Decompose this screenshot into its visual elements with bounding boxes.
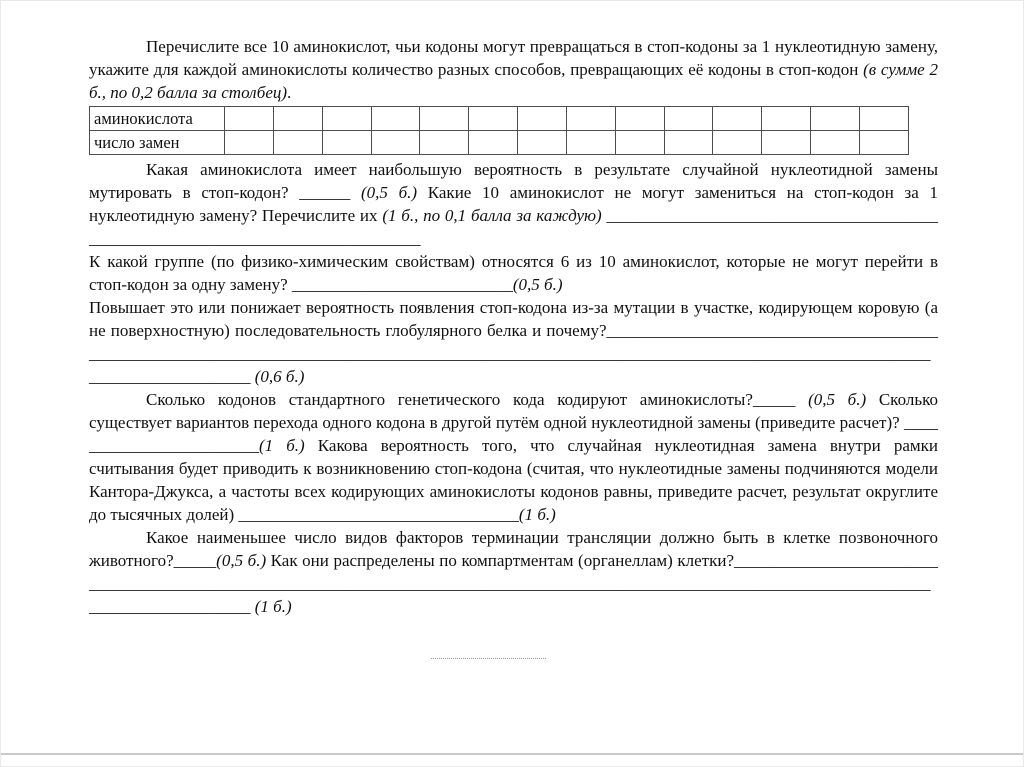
text-run: Какова вероятность того, что случайная нуклеотидная замена внутри рамки считывания будет приводить к возникновению стоп-кодона (считая, что нуклеотидные замены подчиняются модели Кантора-Джукса, а частоты всех кодирующих аминокислоты кодонов равны, приведите расчет, результат округлите до тысячных долей) [89, 436, 938, 524]
table-row-label: аминокислота [90, 107, 225, 131]
text-run: К какой группе (по физико-химическим свойствам) относятся 6 из 10 аминокислот, которые не могут перейти в стоп-кодон за одну замену? [89, 252, 938, 294]
table-cell-empty [469, 107, 518, 131]
answer-blank-line: ______________________________________________________________________________ [89, 206, 938, 248]
table-cell-empty [518, 107, 567, 131]
table-cell-empty [713, 107, 762, 131]
text-run: Сколько кодонов стандартного генетического кода кодируют аминокислоты? [146, 390, 753, 409]
text-run [350, 183, 361, 202]
table-cell-empty [420, 107, 469, 131]
table-cell-empty [273, 131, 322, 155]
score-note: (0,5 б.) [512, 275, 563, 294]
score-note: (1 б.) [254, 597, 292, 616]
table-row-label: число замен [90, 131, 225, 155]
answer-blank-line: _____ [173, 551, 217, 570]
text-run: Повышает это или понижает вероятность появления стоп-кодона из-за мутации в участке, кодирующем коровую (а не поверхностную) последовательность глобулярного белка и почему? [89, 298, 938, 340]
table-cell-empty [762, 107, 811, 131]
text-run: Перечислите все 10 аминокислот, чьи кодоны могут превращаться в стоп-кодоны за 1 нуклеотидную замену, укажите для каждой аминокислоты количество разных способов, превращающих её кодоны в стоп-кодон [89, 37, 938, 79]
table-cell-empty [859, 131, 908, 155]
table-cell-empty [322, 131, 371, 155]
table-cell-empty [518, 131, 567, 155]
text-run: Какие 10 аминокислот не могут замениться на стоп-кодон за 1 нуклеотидную замену? Перечислите их [89, 183, 939, 225]
score-note: (0,6 б.) [254, 367, 305, 386]
answer-blank-line: _____________________________________________________________________________________________________________________________________________________________ [89, 321, 938, 386]
table-cell-empty [615, 131, 664, 155]
text-run: Какое наименьшее число видов факторов терминации трансляции должно быть в клетке позвоночного животного? [89, 528, 938, 570]
answer-blank-line: __________________________ [291, 275, 513, 294]
text-run: Сколько существует вариантов перехода одного кодона в другой путём одной нуклеотидной замены (приведите расчет)? [89, 390, 938, 432]
table-cell-empty [371, 107, 420, 131]
answer-blank-line: ______________________________________________________________________________________________________________________________________________ [89, 551, 938, 616]
table-row [90, 131, 909, 155]
table-cell-empty [420, 131, 469, 155]
table-cell-empty [469, 131, 518, 155]
text-run: Как они распределены по компартментам (органеллам) клетки? [266, 551, 734, 570]
table-cell-empty [664, 107, 713, 131]
table-cell-empty [811, 131, 860, 155]
score-note: (0,5 б.) [808, 390, 867, 409]
paragraph-intro [89, 35, 938, 104]
table-cell-empty [225, 107, 274, 131]
table-cell-empty [566, 107, 615, 131]
score-note: (1 б.) [259, 436, 305, 455]
table-cell-empty [273, 107, 322, 131]
table-cell-empty [566, 131, 615, 155]
table-cell-empty [322, 107, 371, 131]
answer-blank-line: ______ [299, 183, 351, 202]
table-cell-empty [664, 131, 713, 155]
dotted-line [431, 658, 546, 659]
table-cell-empty [371, 131, 420, 155]
document-body [89, 35, 938, 618]
paragraph-question-codon-count [89, 388, 938, 526]
text-run [795, 390, 808, 409]
score-note: (1 б., по 0,1 балла за каждую) [382, 206, 602, 225]
score-note: (1 б.) [518, 505, 556, 524]
table-cell-empty [713, 131, 762, 155]
answer-blank-line: ________________________ [89, 413, 938, 455]
bottom-border-line [1, 753, 1023, 755]
answer-blank-line: _____ [752, 390, 796, 409]
paragraph-question-group [89, 250, 938, 296]
table-row [90, 107, 909, 131]
score-note: (0,5 б.) [360, 183, 418, 202]
table-cell-empty [225, 131, 274, 155]
score-note: (0,5 б.) [216, 551, 267, 570]
score-note: (в сумме 2 б., по 0,2 балла за столбец) [89, 60, 938, 102]
table-cell-empty [859, 107, 908, 131]
text-run: Какая аминокислота имеет наибольшую вероятность в результате случайной нуклеотидной замены мутировать в стоп-кодон? [89, 160, 938, 202]
paragraph-question-termination-factors [89, 526, 938, 618]
text-run: . [287, 83, 292, 102]
answer-blank-line: _________________________________ [238, 505, 519, 524]
paragraph-question-core-sequence [89, 296, 938, 388]
table-cell-empty [811, 107, 860, 131]
paragraph-question-probability [89, 158, 938, 250]
table-cell-empty [615, 107, 664, 131]
amino-acid-table [89, 106, 909, 155]
amino-acid-table-body [90, 107, 909, 155]
table-cell-empty [762, 131, 811, 155]
